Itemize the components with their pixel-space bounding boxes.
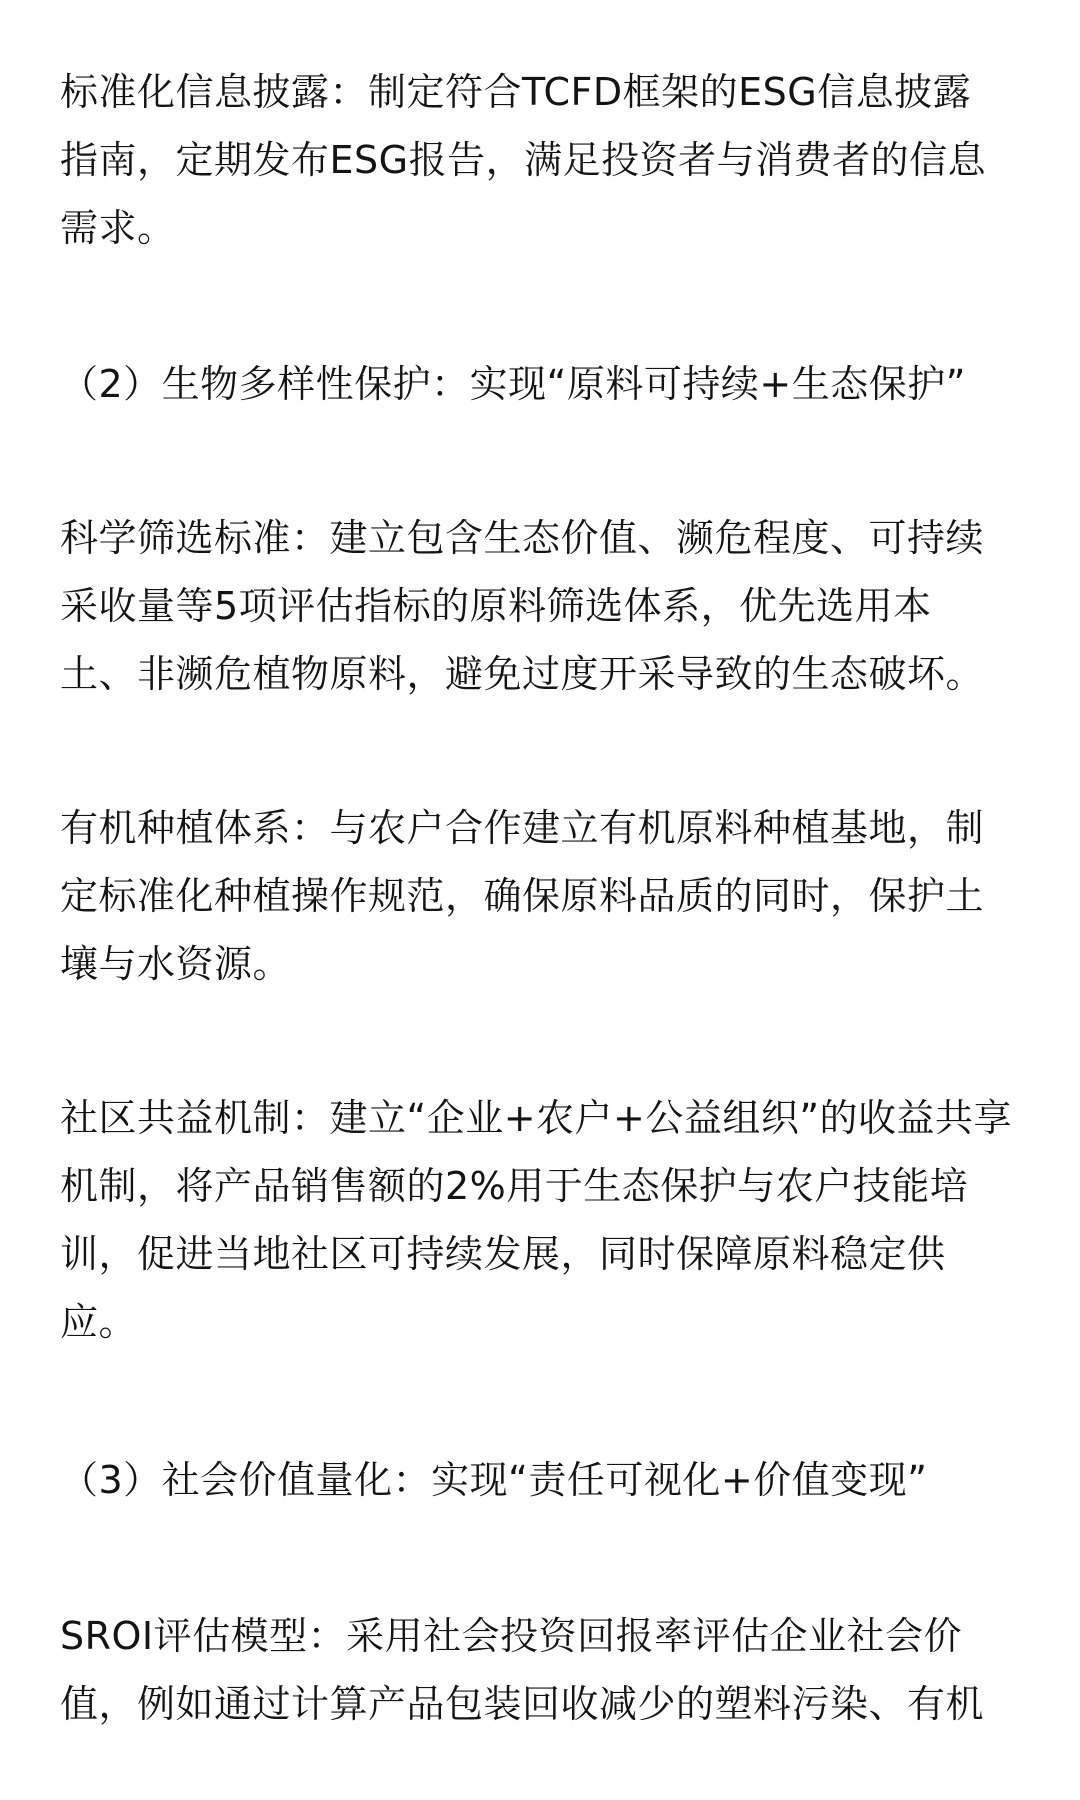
text-line: 社区共益机制：建立“企业+农户+公益组织”的收益共享	[60, 1096, 1013, 1140]
text-line: 应。	[60, 1300, 138, 1344]
section-heading-social-value	[60, 1446, 1020, 1514]
paragraph-screening-standard	[60, 504, 1020, 708]
paragraph-organic-planting	[60, 794, 1020, 998]
text-line: 有机种植体系：与农户合作建立有机原料种植基地，制	[60, 806, 985, 850]
text-line: 指南，定期发布ESG报告，满足投资者与消费者的信息	[60, 138, 987, 182]
text-line: 需求。	[60, 206, 176, 250]
heading-text: （2）生物多样性保护：实现“原料可持续+生态保护”	[60, 362, 966, 406]
paragraph-community-benefit	[60, 1084, 1020, 1356]
paragraph-sroi-model	[60, 1602, 1020, 1738]
text-line: 值，例如通过计算产品包装回收减少的塑料污染、有机	[60, 1682, 985, 1726]
text-line: SROI评估模型：采用社会投资回报率评估企业社会价	[60, 1614, 963, 1658]
text-line: 训，促进当地社区可持续发展，同时保障原料稳定供	[60, 1232, 946, 1276]
section-heading-biodiversity	[60, 350, 1020, 418]
heading-text: （3）社会价值量化：实现“责任可视化+价值变现”	[60, 1458, 928, 1502]
text-line: 标准化信息披露：制定符合TCFD框架的ESG信息披露	[60, 70, 972, 114]
text-line: 土、非濒危植物原料，避免过度开采导致的生态破坏。	[60, 652, 985, 696]
text-line: 定标准化种植操作规范，确保原料品质的同时，保护土	[60, 874, 985, 918]
text-line: 壤与水资源。	[60, 942, 292, 986]
text-line: 科学筛选标准：建立包含生态价值、濒危程度、可持续	[60, 516, 985, 560]
text-line: 采收量等5项评估指标的原料筛选体系，优先选用本	[60, 584, 932, 628]
text-line: 机制，将产品销售额的2%用于生态保护与农户技能培	[60, 1164, 969, 1208]
paragraph-standardized-disclosure	[60, 58, 1020, 262]
